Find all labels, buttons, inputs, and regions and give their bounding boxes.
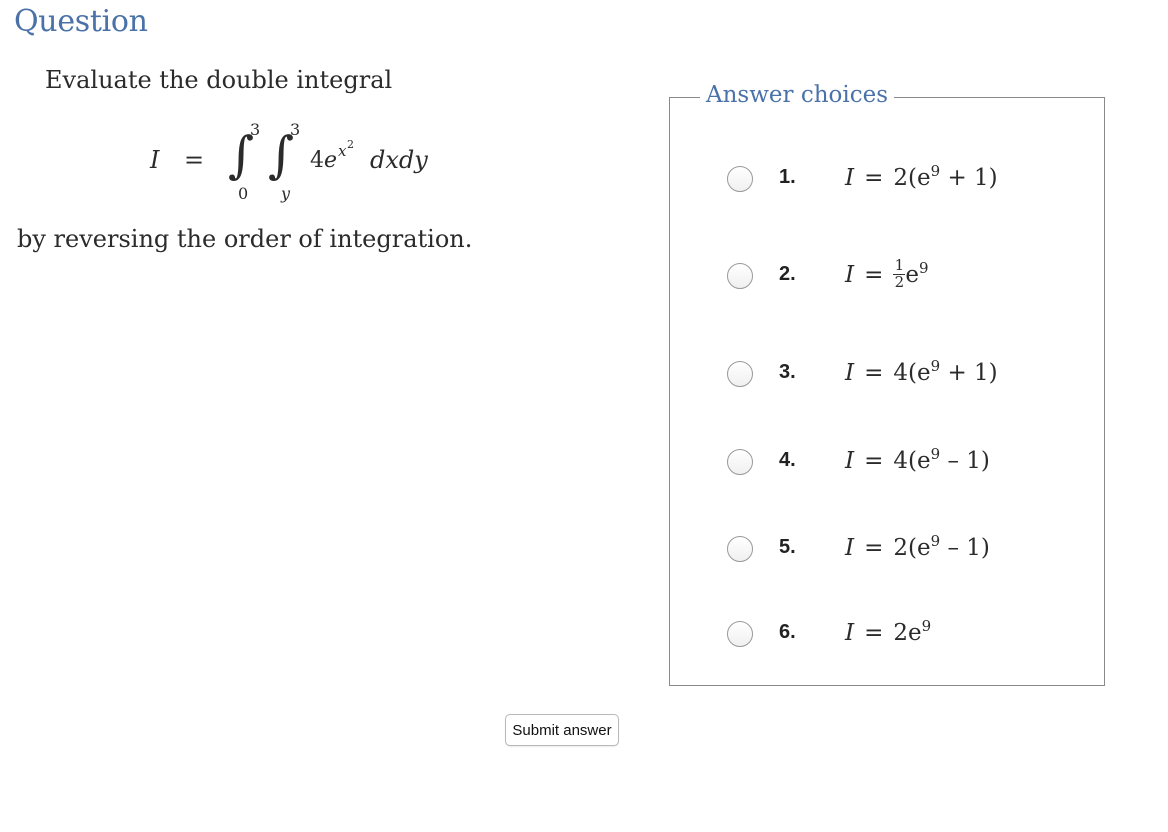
choice-expression: [845, 162, 998, 191]
choice-post: – 1): [940, 448, 990, 474]
choice-number: 4.: [779, 449, 796, 471]
choice-equals: =: [864, 535, 884, 561]
choice-sup: 9: [921, 617, 932, 635]
choice-post: – 1): [940, 535, 990, 561]
choice-pre: 2(e: [893, 165, 931, 191]
inner-upper-limit: 3: [290, 120, 301, 139]
double-integral: [150, 118, 450, 210]
integrand-differentials: dxdy: [370, 146, 428, 174]
outer-upper-limit: 3: [250, 120, 261, 139]
choice-expression: [845, 445, 990, 474]
outer-lower-limit: 0: [238, 184, 249, 203]
radio-button[interactable]: [727, 166, 753, 192]
inner-integral-sign: ∫: [268, 126, 295, 184]
choice-sup: 9: [930, 162, 941, 180]
choice-number: 1.: [779, 166, 796, 188]
choice-post: + 1): [940, 165, 998, 191]
radio-button[interactable]: [727, 536, 753, 562]
question-prompt: Evaluate the double integral: [45, 66, 393, 94]
answer-choice-4[interactable]: [727, 443, 1087, 483]
question-instruction: by reversing the order of integration.: [17, 225, 473, 253]
inner-lower-limit: y: [281, 184, 291, 203]
choice-lhs: I: [845, 448, 855, 474]
choice-post: + 1): [940, 360, 998, 386]
choice-equals: =: [864, 620, 884, 646]
choice-equals: =: [864, 360, 884, 386]
integrand-coefficient: 4: [310, 148, 324, 173]
choice-number: 5.: [779, 536, 796, 558]
integrand-exponent-var: x: [338, 142, 347, 160]
choice-sup: 9: [919, 259, 929, 277]
choice-lhs: I: [845, 165, 855, 191]
choice-lhs: I: [845, 620, 855, 646]
fraction-denominator: 2: [894, 272, 905, 291]
choice-number: 6.: [779, 621, 796, 643]
outer-integral-sign: ∫: [228, 126, 255, 184]
choice-pre: 4(e: [893, 448, 931, 474]
choice-equals: =: [864, 165, 884, 191]
choice-sup: 9: [930, 357, 941, 375]
choice-pre: 4(e: [893, 360, 931, 386]
answer-choice-6[interactable]: [727, 615, 1087, 655]
choice-lhs: I: [845, 360, 855, 386]
integral-lhs: I: [150, 146, 160, 174]
choice-sup: 9: [930, 445, 941, 463]
integral-equals: =: [184, 146, 205, 174]
page-title: Question: [14, 4, 148, 39]
choice-expression: [845, 357, 998, 386]
choice-lhs: I: [845, 262, 855, 288]
radio-button[interactable]: [727, 263, 753, 289]
radio-button[interactable]: [727, 449, 753, 475]
answer-choice-5[interactable]: [727, 530, 1087, 570]
choice-pre: e: [905, 262, 919, 288]
choice-equals: =: [864, 262, 884, 288]
choice-sup: 9: [930, 532, 941, 550]
answer-choice-1[interactable]: [727, 160, 1087, 200]
integrand-exponent-power: 2: [347, 138, 354, 151]
choice-expression: [845, 255, 929, 291]
radio-button[interactable]: [727, 621, 753, 647]
choice-equals: =: [864, 448, 884, 474]
answer-choices-legend: Answer choices: [700, 82, 894, 108]
choice-number: 2.: [779, 263, 796, 285]
choice-expression: [845, 617, 931, 646]
radio-button[interactable]: [727, 361, 753, 387]
choice-fraction: [893, 255, 905, 291]
answer-choice-2[interactable]: [727, 257, 1087, 297]
choice-number: 3.: [779, 361, 796, 383]
choice-pre: 2(e: [893, 535, 931, 561]
integrand-base: e: [324, 148, 338, 173]
choice-pre: 2e: [893, 620, 922, 646]
choice-lhs: I: [845, 535, 855, 561]
answer-choice-3[interactable]: [727, 355, 1087, 395]
choice-expression: [845, 532, 990, 561]
fraction-numerator: 1: [894, 255, 905, 274]
submit-answer-button[interactable]: Submit answer: [505, 714, 619, 746]
